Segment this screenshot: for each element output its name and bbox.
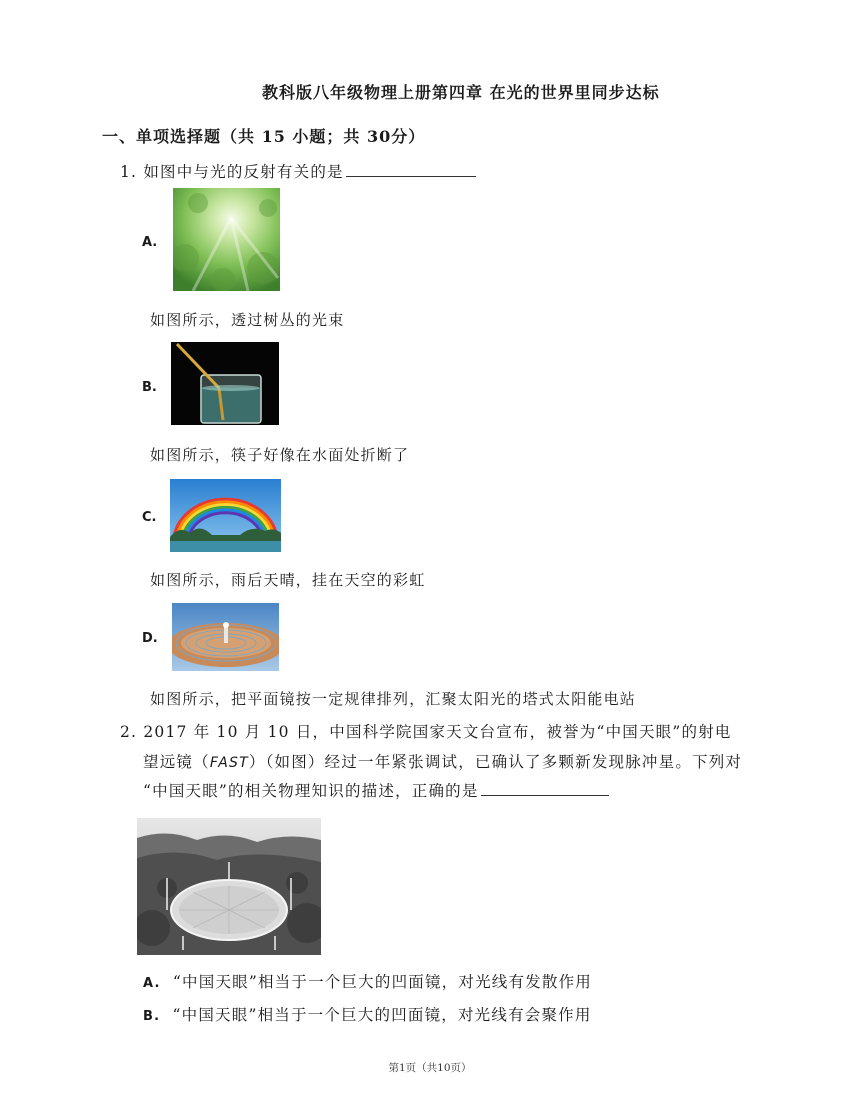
- solar-tower-plant-image: [172, 603, 279, 671]
- question-2-option-b-label: B.: [143, 1009, 161, 1024]
- option-a-label: A.: [142, 235, 158, 250]
- fast-radio-telescope-image: [137, 818, 321, 955]
- answer-blank[interactable]: [346, 162, 476, 177]
- answer-blank[interactable]: [481, 781, 609, 796]
- question-2-option-a-label: A.: [143, 976, 161, 991]
- question-2-line-1: 2. 2017 年 10 月 10 日，中国科学院国家天文台宣布，被誉为“中国天眼”的射电: [120, 723, 732, 741]
- page-footer: 第1页（共10页）: [388, 1062, 472, 1074]
- rainbow-image: [170, 479, 281, 552]
- question-2-line-2-pre: 望远镜（: [143, 753, 210, 771]
- question-2-text: “中国天眼”的相关物理知识的描述，正确的是: [143, 782, 479, 800]
- fast-abbrev: FAST: [209, 755, 249, 771]
- question-1-stem: [120, 160, 476, 182]
- option-d-caption: 如图所示，把平面镜按一定规律排列，汇聚太阳光的塔式太阳能电站: [150, 690, 637, 708]
- option-a-caption: 如图所示，透过树丛的光束: [150, 311, 345, 329]
- question-2-option-b[interactable]: [143, 1003, 592, 1025]
- option-b-label: B.: [142, 380, 157, 395]
- option-b-caption: 如图所示，筷子好像在水面处折断了: [150, 446, 410, 464]
- question-2-option-a-text: “中国天眼”相当于一个巨大的凹面镜，对光线有发散作用: [172, 973, 592, 991]
- question-2-line-3: [143, 779, 609, 801]
- sunlight-through-trees-image: [173, 188, 280, 291]
- section-heading: 一、单项选择题（共 15 小题；共 30分）: [102, 127, 426, 146]
- option-c-label: C.: [142, 510, 157, 525]
- chopstick-in-water-image: [171, 342, 279, 425]
- question-2-option-b-text: “中国天眼”相当于一个巨大的凹面镜，对光线有会聚作用: [172, 1006, 592, 1024]
- page-title: 教科版八年级物理上册第四章 在光的世界里同步达标: [262, 83, 660, 102]
- question-2-line-2-post: ）（如图）经过一年紧张调试，已确认了多颗新发现脉冲星。下列对: [248, 753, 743, 771]
- question-2-option-a[interactable]: [143, 970, 592, 992]
- question-1-text: 1. 如图中与光的反射有关的是: [120, 163, 344, 181]
- option-c-caption: 如图所示，雨后天晴，挂在天空的彩虹: [150, 571, 426, 589]
- option-d-label: D.: [142, 631, 158, 646]
- question-2-line-2: [143, 750, 742, 772]
